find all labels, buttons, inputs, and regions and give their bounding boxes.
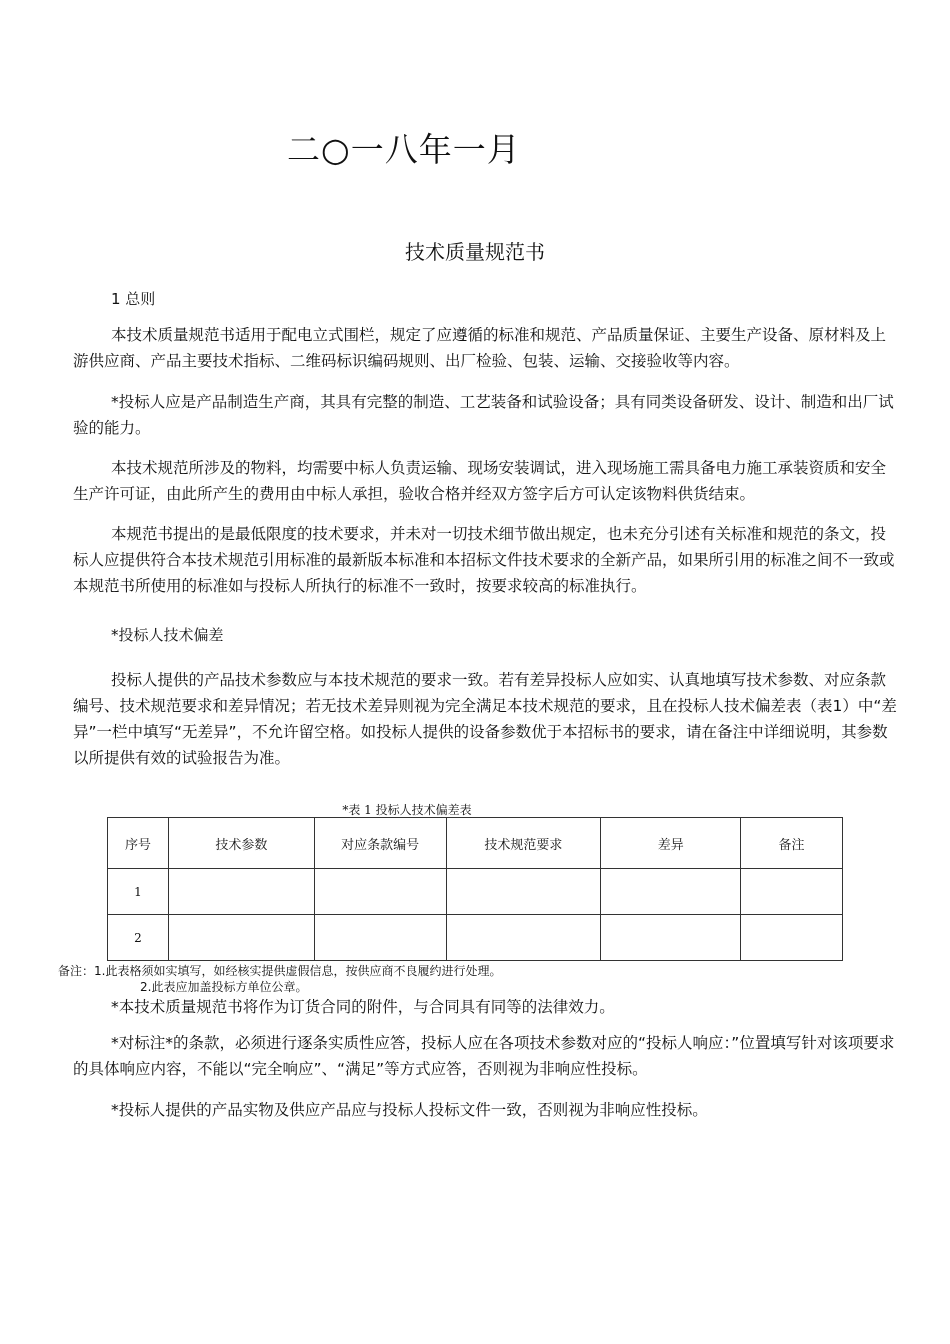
- cell-clause-number: [314, 869, 446, 915]
- cell-remarks: [741, 915, 843, 961]
- header-specification: 技术规范要求: [446, 818, 601, 869]
- cell-specification: [446, 869, 601, 915]
- cell-specification: [446, 915, 601, 961]
- paragraph-minimum-requirements: 本规范书提出的是最低限度的技术要求，并未对一切技术细节做出规定，也未充分引述有关标准和规范的条文，投标人应提供符合本技术规范引用标准的最新版本标准和本招标文件技术要求的全新产品，如果所引用的标准之间不一致或本规范书所使用的标准如与投标人所执行的标准不一致时，按要求较高的标准执行。: [73, 525, 895, 595]
- document-title: 技术质量规范书: [405, 240, 545, 264]
- header-parameter: 技术参数: [168, 818, 314, 869]
- cell-serial: 1: [108, 869, 169, 915]
- table-row: [108, 869, 843, 915]
- paragraph-bidder-qualification: *投标人应是产品制造生产商，其具有完整的制造、工艺装备和试验设备；具有同类设备研发、设计、制造和出厂试验的能力。: [73, 393, 894, 437]
- header-remarks: 备注: [741, 818, 843, 869]
- deviation-table: [107, 817, 843, 961]
- cell-parameter: [168, 869, 314, 915]
- cell-difference: [601, 915, 741, 961]
- cell-clause-number: [314, 915, 446, 961]
- section-heading: 1 总则: [111, 290, 156, 308]
- document-date: 二○一八年一月: [287, 130, 521, 169]
- cell-parameter: [168, 915, 314, 961]
- table-row: [108, 915, 843, 961]
- table-note-2: 2.此表应加盖投标方单位公章。: [140, 980, 308, 994]
- header-difference: 差异: [601, 818, 741, 869]
- header-serial: 序号: [108, 818, 169, 869]
- paragraph-installation: 本技术规范所涉及的物料，均需要中标人负责运输、现场安装调试，进入现场施工需具备电力施工承装资质和安全生产许可证，由此所产生的费用由中标人承担，验收合格并经双方签字后方可认定该物料供货结束。: [73, 459, 887, 503]
- table-caption: *表 1 投标人技术偏差表: [342, 803, 472, 817]
- cell-difference: [601, 869, 741, 915]
- cell-serial: 2: [108, 915, 169, 961]
- paragraph-response-requirement: *对标注*的条款，必须进行逐条实质性应答，投标人应在各项技术参数对应的“投标人响应：”位置填写针对该项要求的具体响应内容，不能以“完全响应”、“满足”等方式应答，否则视为非响应性投标。: [73, 1034, 895, 1078]
- table-note-1: 备注：1.此表格须如实填写，如经核实提供虚假信息，按供应商不良履约进行处理。: [58, 964, 502, 978]
- deviation-heading: *投标人技术偏差: [111, 626, 224, 644]
- table-header-row: [108, 818, 843, 869]
- paragraph-deviation: 投标人提供的产品技术参数应与本技术规范的要求一致。若有差异投标人应如实、认真地填写技术参数、对应条款编号、技术规范要求和差异情况；若无技术差异则视为完全满足本技术规范的要求，且在投标人技术偏差表（表1）中“差异”一栏中填写“无差异”，不允许留空格。如投标人提供的设备参数优于本招标书的要求，请在备注中详细说明，其参数以所提供有效的试验报告为准。: [73, 671, 897, 767]
- cell-remarks: [741, 869, 843, 915]
- header-clause-number: 对应条款编号: [314, 818, 446, 869]
- paragraph-product-consistency: *投标人提供的产品实物及供应产品应与投标人投标文件一致，否则视为非响应性投标。: [111, 1101, 708, 1119]
- paragraph-contract-attachment: *本技术质量规范书将作为订货合同的附件，与合同具有同等的法律效力。: [111, 998, 615, 1016]
- paragraph-scope: 本技术质量规范书适用于配电立式围栏，规定了应遵循的标准和规范、产品质量保证、主要生产设备、原材料及上游供应商、产品主要技术指标、二维码标识编码规则、出厂检验、包装、运输、交接验收等内容。: [73, 326, 887, 370]
